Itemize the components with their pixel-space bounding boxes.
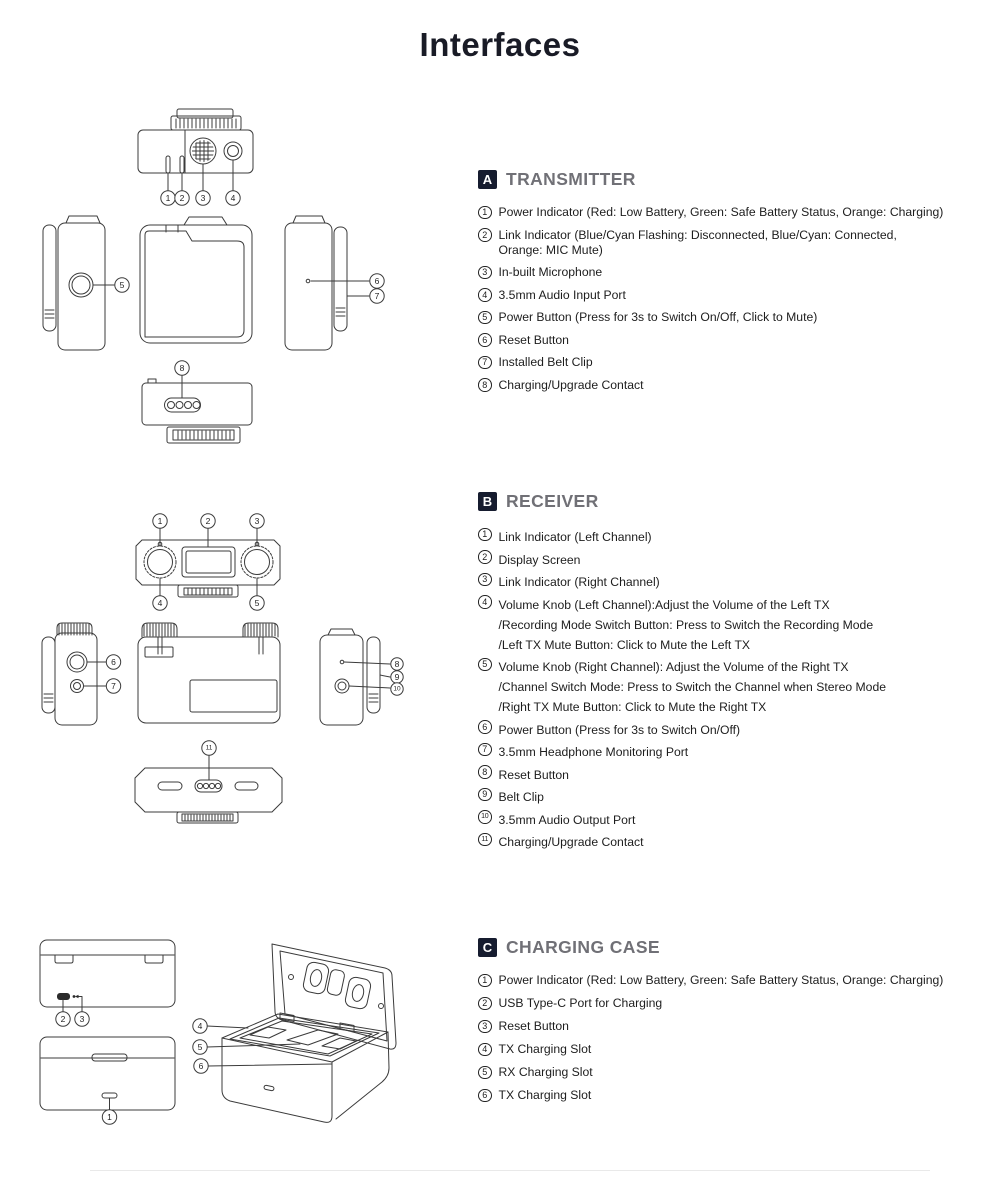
item-text [499, 310, 818, 325]
power-led [166, 156, 170, 173]
item-text-line: Power Button (Press for 3s to Switch On/Off, Click to Mute) [498, 310, 818, 324]
tx-bottom-outline [142, 383, 252, 425]
item-number-circle: 1 [478, 528, 492, 542]
item-number-circle: 8 [478, 765, 492, 779]
item-text [499, 832, 644, 852]
item-number-circle: 5 [478, 1066, 492, 1080]
svg-text:11: 11 [205, 744, 213, 752]
item-text [499, 527, 652, 547]
transmitter-side-front-views-diagram [38, 213, 403, 358]
lid-rx-slot [326, 969, 345, 996]
svg-text:2: 2 [60, 1014, 66, 1024]
list-item [478, 355, 983, 370]
list-item [478, 572, 983, 592]
list-item [478, 288, 983, 303]
item-text-line: 3.5mm Audio Input Port [498, 287, 626, 302]
audio-input-port [224, 142, 242, 160]
item-text-line: USB Type-C Port for Charging [498, 996, 663, 1010]
list-item [478, 996, 983, 1011]
section-header [478, 491, 983, 512]
svg-text:7: 7 [111, 681, 116, 691]
item-number-circle: 7 [478, 743, 492, 757]
item-text-line: TX Charging Slot [498, 1088, 592, 1102]
list-item [478, 228, 983, 258]
item-text [499, 810, 636, 830]
svg-text:4: 4 [157, 598, 163, 608]
list-item [478, 265, 983, 280]
section-receiver [478, 491, 983, 855]
belt-clip-left [43, 225, 56, 331]
list-item [478, 787, 983, 807]
item-text-line: Link Indicator (Blue/Cyan Flashing: Disconnected, Blue/Cyan: Connected, [498, 227, 897, 242]
item-text [499, 572, 660, 592]
item-text-line: Link Indicator (Right Channel) [498, 575, 660, 589]
item-number-circle: 4 [478, 595, 492, 609]
item-text [499, 205, 944, 220]
item-text [499, 1042, 592, 1057]
svg-text:3: 3 [79, 1014, 85, 1024]
transmitter-bottom-view-diagram [140, 360, 300, 448]
usb-c-port [57, 993, 70, 1000]
item-text [499, 1088, 592, 1103]
item-text-line: 3.5mm Headphone Monitoring Port [498, 745, 689, 759]
item-text [499, 265, 603, 280]
item-text-line: In-built Microphone [498, 265, 603, 279]
list-item [478, 1065, 983, 1080]
item-text-line: RX Charging Slot [498, 1065, 593, 1079]
item-number-circle: 2 [478, 228, 492, 242]
item-text [499, 765, 569, 785]
section-header [478, 169, 983, 190]
list-item [478, 310, 983, 325]
list-item [478, 742, 983, 762]
item-text [499, 228, 897, 258]
list-item [478, 657, 983, 717]
item-text-line: Installed Belt Clip [498, 355, 593, 369]
svg-text:2: 2 [179, 193, 185, 203]
item-number-circle: 2 [478, 550, 492, 564]
item-text [499, 1065, 593, 1080]
item-text [499, 378, 644, 393]
receiver-item-list [478, 527, 983, 852]
item-text [499, 973, 944, 988]
lid-tx-slot [302, 961, 330, 995]
item-text [499, 787, 544, 807]
item-number-circle: 3 [478, 266, 492, 280]
item-text-line: Charging/Upgrade Contact [498, 835, 644, 849]
svg-text:4: 4 [197, 1021, 203, 1031]
list-item [478, 527, 983, 547]
item-number-circle: 1 [478, 974, 492, 988]
headphone-port [71, 680, 84, 693]
item-text-line: Power Button (Press for 3s to Switch On/Off) [498, 722, 741, 737]
reset-pinhole [73, 995, 76, 998]
item-text-line: Reset Button [498, 332, 569, 347]
case-back-view-diagram [40, 933, 185, 1028]
item-text-line: Volume Knob (Left Channel):Adjust the Volume of the Left TX [498, 597, 830, 612]
list-item [478, 378, 983, 393]
item-number-circle: 5 [478, 311, 492, 325]
svg-text:5: 5 [197, 1042, 203, 1052]
volume-knob-left [144, 546, 176, 578]
item-text [499, 550, 581, 570]
list-item [478, 973, 983, 988]
item-text-line: /Channel Switch Mode: Press to Switch the Channel when Stereo Mode [498, 680, 887, 694]
item-text [499, 742, 689, 762]
list-item [478, 595, 983, 655]
svg-text:1: 1 [157, 516, 163, 526]
section-title: RECEIVER [506, 491, 599, 511]
list-item [478, 1019, 983, 1034]
item-text-line: Reset Button [498, 1019, 569, 1033]
item-text-line: Belt Clip [498, 790, 544, 804]
list-item [478, 550, 983, 570]
item-text-line: Orange: MIC Mute) [498, 242, 603, 257]
item-number-circle: 6 [478, 720, 492, 734]
section-transmitter [478, 169, 983, 400]
display-window [190, 680, 277, 712]
list-item [478, 720, 983, 740]
receiver-top-view-diagram [128, 510, 303, 613]
item-number-circle: 11 [478, 833, 492, 847]
list-item [478, 1042, 983, 1057]
receiver-side-front-views-diagram [36, 616, 408, 744]
item-number-circle: 5 [478, 658, 492, 672]
section-title: CHARGING CASE [506, 937, 660, 957]
list-item [478, 765, 983, 785]
volume-knob-right [241, 546, 273, 578]
section-badge: C [478, 938, 497, 957]
item-text-line: 3.5mm Audio Output Port [498, 812, 636, 827]
power-button [69, 273, 93, 297]
link-led [180, 156, 184, 173]
svg-text:2: 2 [205, 516, 211, 526]
list-item [478, 832, 983, 852]
item-text [499, 1019, 569, 1034]
svg-text:6: 6 [374, 276, 380, 286]
audio-output-port [335, 679, 349, 693]
transmitter-item-list [478, 205, 983, 393]
section-badge: A [478, 170, 497, 189]
svg-text:6: 6 [198, 1061, 204, 1071]
item-number-circle: 10 [478, 810, 492, 824]
transmitter-top-view-diagram [118, 103, 278, 208]
reset-pinhole [340, 660, 344, 664]
item-number-circle: 1 [478, 206, 492, 220]
item-text [499, 720, 741, 740]
svg-text:3: 3 [200, 193, 206, 203]
svg-text:5: 5 [119, 280, 125, 290]
bottom-divider [90, 1170, 930, 1171]
item-number-circle: 6 [478, 333, 492, 347]
item-text-line: Charging/Upgrade Contact [498, 377, 644, 392]
lid-tx-slot-2 [344, 976, 372, 1010]
list-item [478, 810, 983, 830]
item-text-line: Display Screen [498, 552, 581, 567]
section-charging-case [478, 937, 983, 1111]
item-text-line: Link Indicator (Left Channel) [498, 530, 652, 544]
svg-text:10: 10 [393, 685, 401, 693]
page-title: Interfaces [419, 26, 581, 63]
svg-text:5: 5 [254, 598, 260, 608]
svg-text:6: 6 [111, 657, 116, 667]
item-number-circle: 3 [478, 573, 492, 587]
tx-front-outline [140, 225, 252, 343]
case-front-outline [40, 1037, 175, 1110]
item-text-line: /Right TX Mute Button: Click to Mute the Right TX [498, 700, 767, 714]
section-badge: B [478, 492, 497, 511]
item-number-circle: 4 [478, 1043, 492, 1057]
svg-text:7: 7 [374, 291, 380, 301]
item-number-circle: 4 [478, 288, 492, 302]
item-text-line: /Left TX Mute Button: Click to Mute the Left TX [498, 637, 751, 652]
svg-text:8: 8 [394, 659, 400, 669]
item-text [499, 657, 887, 717]
list-item [478, 1088, 983, 1103]
item-text [499, 288, 626, 303]
receiver-bottom-view-diagram [133, 736, 298, 834]
svg-text:4: 4 [230, 193, 236, 203]
section-title: TRANSMITTER [506, 169, 636, 189]
item-text-line: Power Indicator (Red: Low Battery, Green: Safe Battery Status, Orange: Charging) [498, 205, 944, 219]
belt-clip-right [334, 227, 347, 331]
item-text-line: Power Indicator (Red: Low Battery, Green: Safe Battery Status, Orange: Charging) [498, 973, 944, 987]
item-text-line: Volume Knob (Right Channel): Adjust the Volume of the Right TX [498, 660, 849, 674]
item-text [499, 996, 663, 1011]
item-number-circle: 6 [478, 1089, 492, 1103]
item-text [499, 333, 569, 348]
item-text [499, 355, 593, 370]
tray-tx-slot-2 [322, 1038, 356, 1049]
svg-text:1: 1 [165, 193, 171, 203]
item-number-circle: 2 [478, 997, 492, 1011]
item-text-line: /Recording Mode Switch Button: Press to Switch the Recording Mode [498, 617, 874, 632]
case-front-view-diagram [40, 1033, 185, 1131]
item-text-line: TX Charging Slot [498, 1042, 592, 1056]
item-text-line: Reset Button [498, 767, 569, 782]
item-text [499, 595, 874, 655]
power-indicator-led [102, 1093, 117, 1098]
item-number-circle: 8 [478, 378, 492, 392]
list-item [478, 205, 983, 220]
item-number-circle: 9 [478, 788, 492, 802]
item-number-circle: 3 [478, 1020, 492, 1034]
section-header [478, 937, 983, 958]
charging-case-item-list [478, 973, 983, 1103]
reset-pinhole [306, 279, 310, 283]
svg-text:1: 1 [107, 1112, 112, 1122]
svg-text:9: 9 [394, 672, 400, 682]
case-open-view-diagram [190, 916, 462, 1131]
svg-text:3: 3 [254, 516, 260, 526]
item-number-circle: 7 [478, 356, 492, 370]
svg-text:8: 8 [179, 363, 185, 373]
tx-clip-top [177, 109, 233, 118]
list-item [478, 333, 983, 348]
